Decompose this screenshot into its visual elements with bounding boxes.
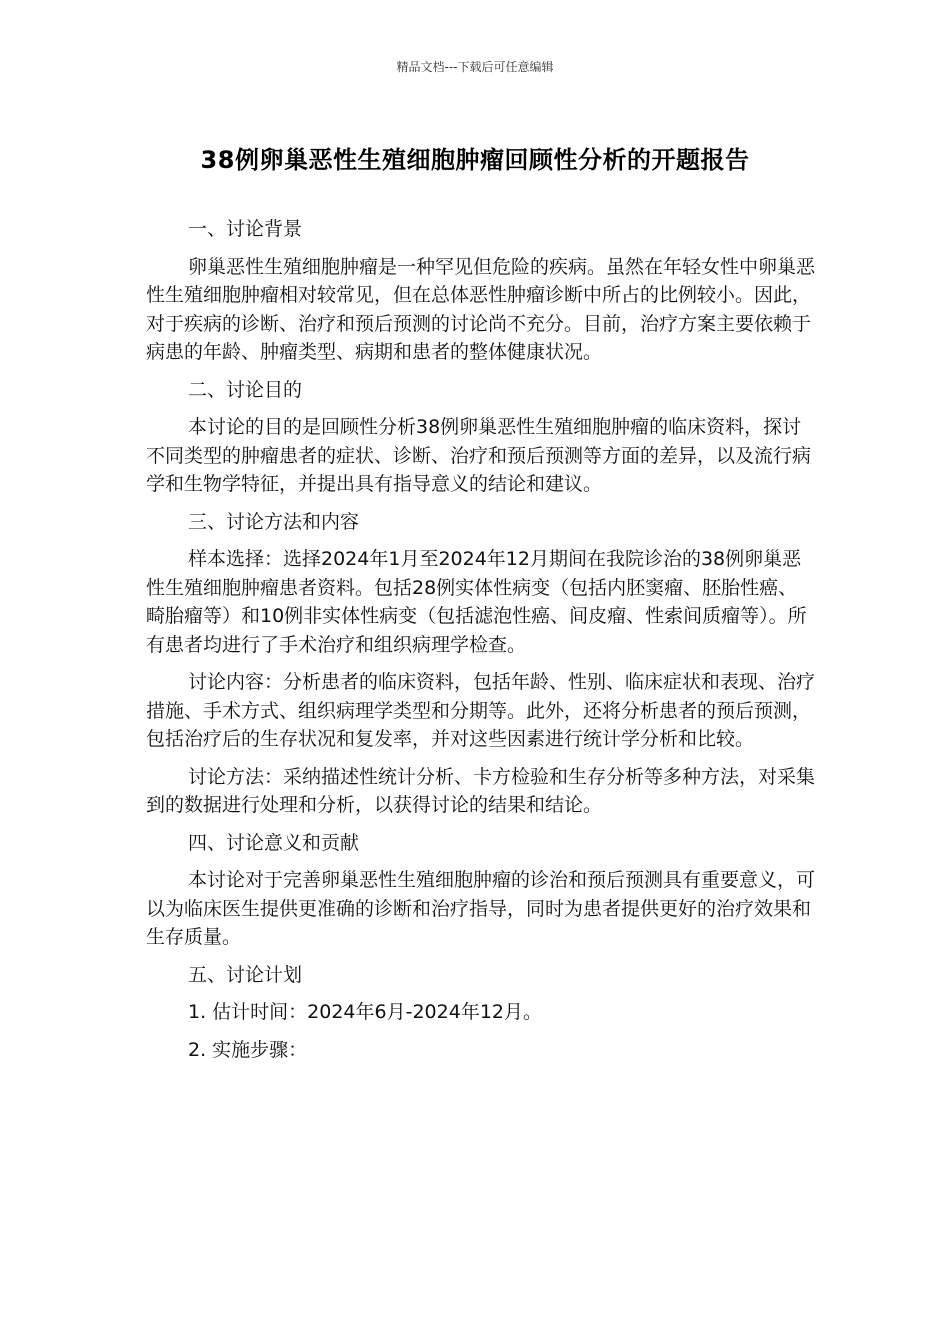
paragraph-significance: 本讨论对于完善卵巢恶性生殖细胞肿瘤的诊治和预后预测具有重要意义，可以为临床医生提供更准确的诊断和治疗指导，同时为患者提供更好的治疗效果和生存质量。 [146, 869, 816, 948]
plan-item-steps: 2. 实施步骤： [188, 1038, 308, 1061]
section-heading-purpose: 二、讨论目的 [188, 378, 303, 401]
section-heading-methods: 三、讨论方法和内容 [188, 510, 360, 533]
document-title: 38例卵巢恶性生殖细胞肿瘤回顾性分析的开题报告 [200, 146, 750, 174]
plan-item-time: 1. 估计时间：2024年6月-2024年12月。 [188, 1001, 542, 1023]
section-heading-significance: 四、讨论意义和贡献 [188, 831, 360, 854]
paragraph-purpose: 本讨论的目的是回顾性分析38例卵巢恶性生殖细胞肿瘤的临床资料，探讨不同类型的肿瘤患者的症状、诊断、治疗和预后预测等方面的差异，以及流行病学和生物学特征，并提出具有指导意义的结论和建议。 [146, 416, 812, 495]
section-heading-plan: 五、讨论计划 [188, 963, 303, 986]
section-heading-background: 一、讨论背景 [188, 218, 303, 240]
paragraph-background: 卵巢恶性生殖细胞肿瘤是一种罕见但危险的疾病。虽然在年轻女性中卵巢恶性生殖细胞肿瘤相对较常见，但在总体恶性肿瘤诊断中所占的比例较小。因此，对于疾病的诊断、治疗和预后预测的讨论尚不充分。目前，治疗方案主要依赖于病患的年龄、肿瘤类型、病期和患者的整体健康状况。 [146, 255, 816, 363]
page-header: 精品文档---下载后可任意编辑 [396, 60, 554, 74]
paragraph-content: 讨论内容：分析患者的临床资料，包括年龄、性别、临床症状和表现、治疗措施、手术方式、组织病理学类型和分期等。此外，还将分析患者的预后预测，包括治疗后的生存状况和复发率，并对这些因素进行统计学分析和比较。 [146, 671, 816, 750]
paragraph-sample-selection: 样本选择：选择2024年1月至2024年12月期间在我院诊治的38例卵巢恶性生殖细胞肿瘤患者资料。包括28例实体性病变（包括内胚窦瘤、胚胎性癌、畸胎瘤等）和10例非实体性病变（包括滤泡性癌、间皮瘤、性索间质瘤等）。所有患者均进行了手术治疗和组织病理学检查。 [146, 548, 807, 656]
document-body [146, 215, 816, 1073]
paragraph-methods: 讨论方法：采纳描述性统计分析、卡方检验和生存分析等多种方法，对采集到的数据进行处理和分析，以获得讨论的结果和结论。 [146, 765, 816, 816]
